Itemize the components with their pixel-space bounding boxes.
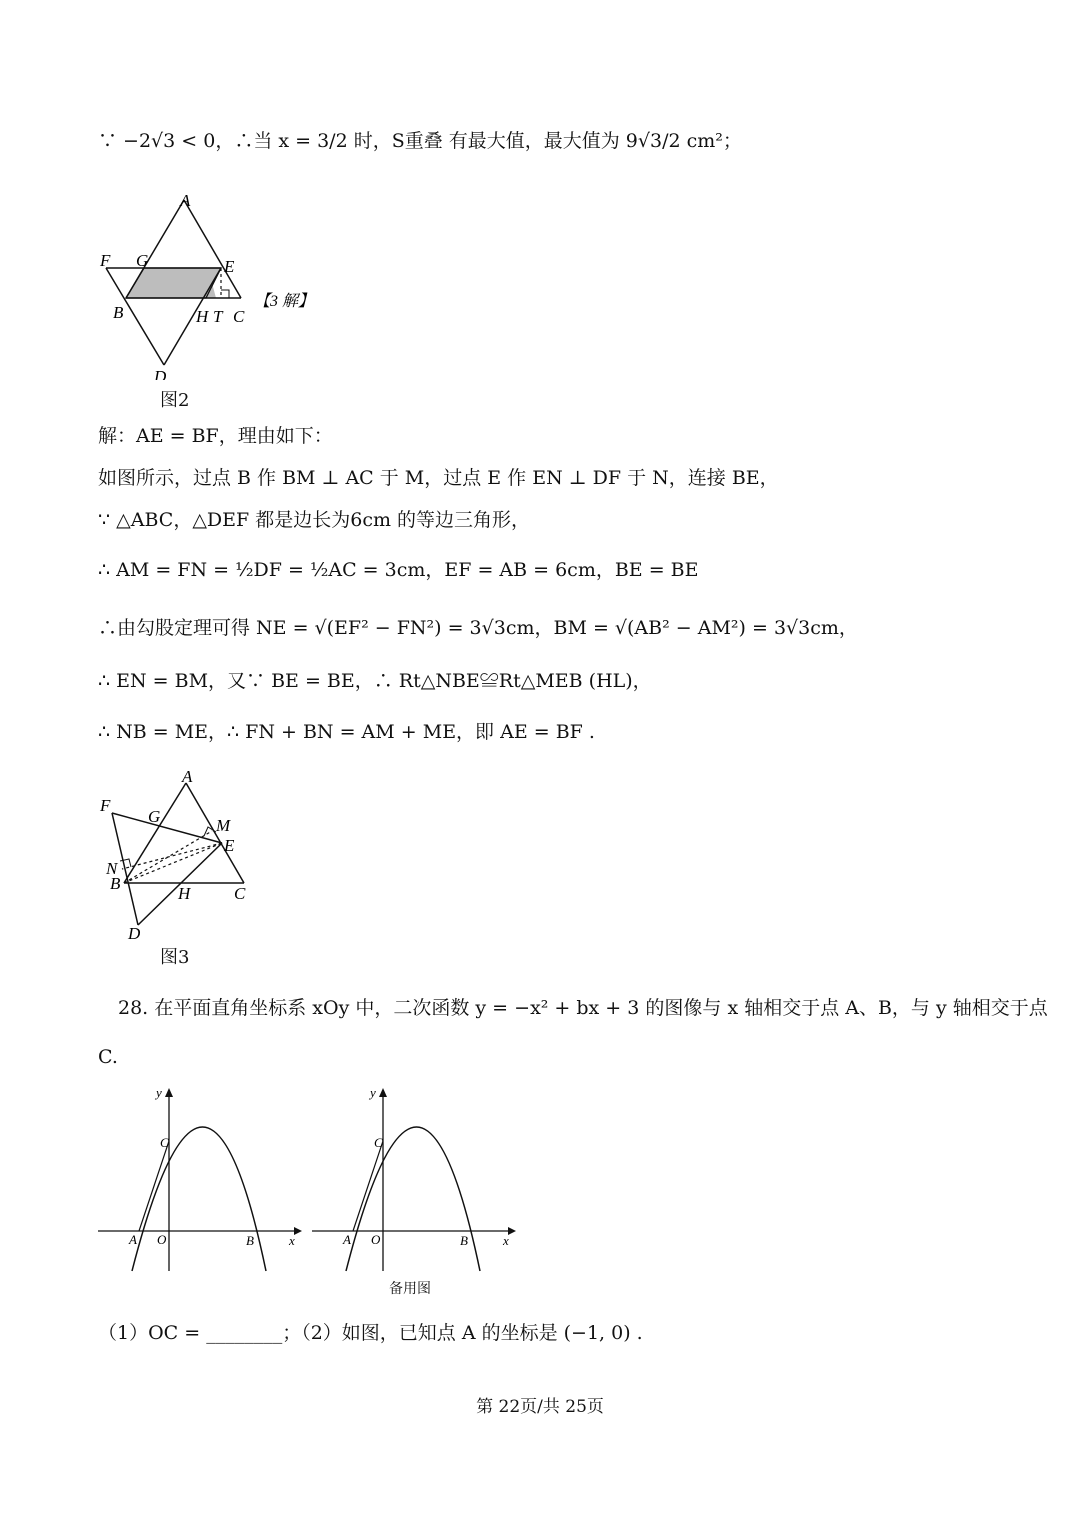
label-g: G (136, 251, 149, 270)
problem-28-statement-cont: C. (98, 1046, 118, 1068)
label-y: y (156, 1085, 162, 1100)
label-d: D (154, 367, 167, 380)
figure-3 (96, 765, 276, 949)
segment-ac (353, 1141, 383, 1231)
page-footer: 第 22页/共 25页 (476, 1397, 604, 1417)
solution-line-3: 如图所示，过点 B 作 BM ⊥ AC 于 M，过点 E 作 EN ⊥ DF 于 N，连接 BE， (98, 467, 779, 489)
label-o: O (157, 1232, 167, 1247)
label-c: C (374, 1135, 383, 1150)
label-m: M (216, 816, 231, 835)
label-e: E (224, 257, 235, 276)
problem-28-statement (118, 995, 1048, 1021)
solution-line-2: 解：AE = BF，理由如下： (98, 425, 333, 447)
label-a: A (129, 1232, 137, 1247)
figure-2-caption: 图2 (160, 390, 190, 411)
label-a: A (180, 191, 191, 210)
label-d: D (128, 924, 141, 943)
label-f: F (100, 251, 111, 270)
solution-line-5: ∴ AM = FN = ½DF = ½AC = 3cm，EF = AB = 6cm，BE = BE (98, 559, 699, 581)
segment-en (122, 843, 222, 869)
segment-be (124, 843, 222, 883)
label-x: x (503, 1233, 509, 1248)
solution-line-6: ∴由勾股定理可得 NE = √(EF² − FN²) = 3√3cm，BM = √(AB² − AM²) = 3√3cm， (98, 617, 858, 639)
label-e: E (224, 836, 235, 855)
label-c: C (234, 884, 246, 903)
label-b: B (246, 1233, 254, 1248)
segment-ac (139, 1141, 169, 1231)
solution-line-7: ∴ EN = BM，又∵ BE = BE，∴ Rt△NBE≌Rt△MEB (HL)， (98, 670, 652, 692)
figure-2 (96, 190, 336, 384)
solution-line-4: ∵ △ABC，△DEF 都是边长为6cm 的等边三角形， (98, 509, 531, 531)
side-ac (186, 783, 244, 883)
label-y: y (370, 1085, 376, 1100)
question-line: （1）OC = ________；（2）如图，已知点 A 的坐标是 (−1, 0) . (98, 1322, 643, 1344)
x-axis-arrow (508, 1227, 516, 1235)
label-x: x (289, 1233, 295, 1248)
label-g: G (148, 807, 161, 826)
tag-3-solution: 【3 解】 (254, 293, 315, 310)
label-o: O (371, 1232, 381, 1247)
label-b: B (110, 874, 121, 893)
label-a: A (343, 1232, 351, 1247)
label-n: N (106, 859, 118, 878)
problem-text: 在平面直角坐标系 xOy 中，二次函数 y = −x² + bx + 3 的图像与 x 轴相交于点 A、B，与 y 轴相交于点 (154, 997, 1048, 1019)
label-h: H (178, 884, 191, 903)
label-t: T (213, 307, 223, 326)
parabola-graph-spare (310, 1085, 520, 1279)
y-axis-arrow (379, 1088, 387, 1097)
solution-line-1: ∵ −2√3 < 0，∴当 x = 3/2 时，S重叠 有最大值，最大值为 9√3/2 cm²； (98, 130, 742, 152)
problem-number: 28. (118, 997, 149, 1019)
spare-graph-caption: 备用图 (389, 1281, 431, 1297)
parabola-curve (346, 1127, 480, 1271)
label-c: C (160, 1135, 169, 1150)
side-ab (124, 783, 186, 883)
x-axis-arrow (294, 1227, 302, 1235)
solution-line-8: ∴ NB = ME，∴ FN + BN = AM + ME，即 AE = BF . (98, 721, 595, 743)
parabola-curve (132, 1127, 266, 1271)
label-h: H (196, 307, 209, 326)
label-c: C (233, 307, 245, 326)
label-a: A (182, 767, 193, 786)
parabola-graph-main (96, 1085, 306, 1279)
label-b: B (113, 303, 124, 322)
label-b: B (460, 1233, 468, 1248)
label-f: F (100, 796, 111, 815)
figure-3-caption: 图3 (160, 947, 190, 968)
y-axis-arrow (165, 1088, 173, 1097)
